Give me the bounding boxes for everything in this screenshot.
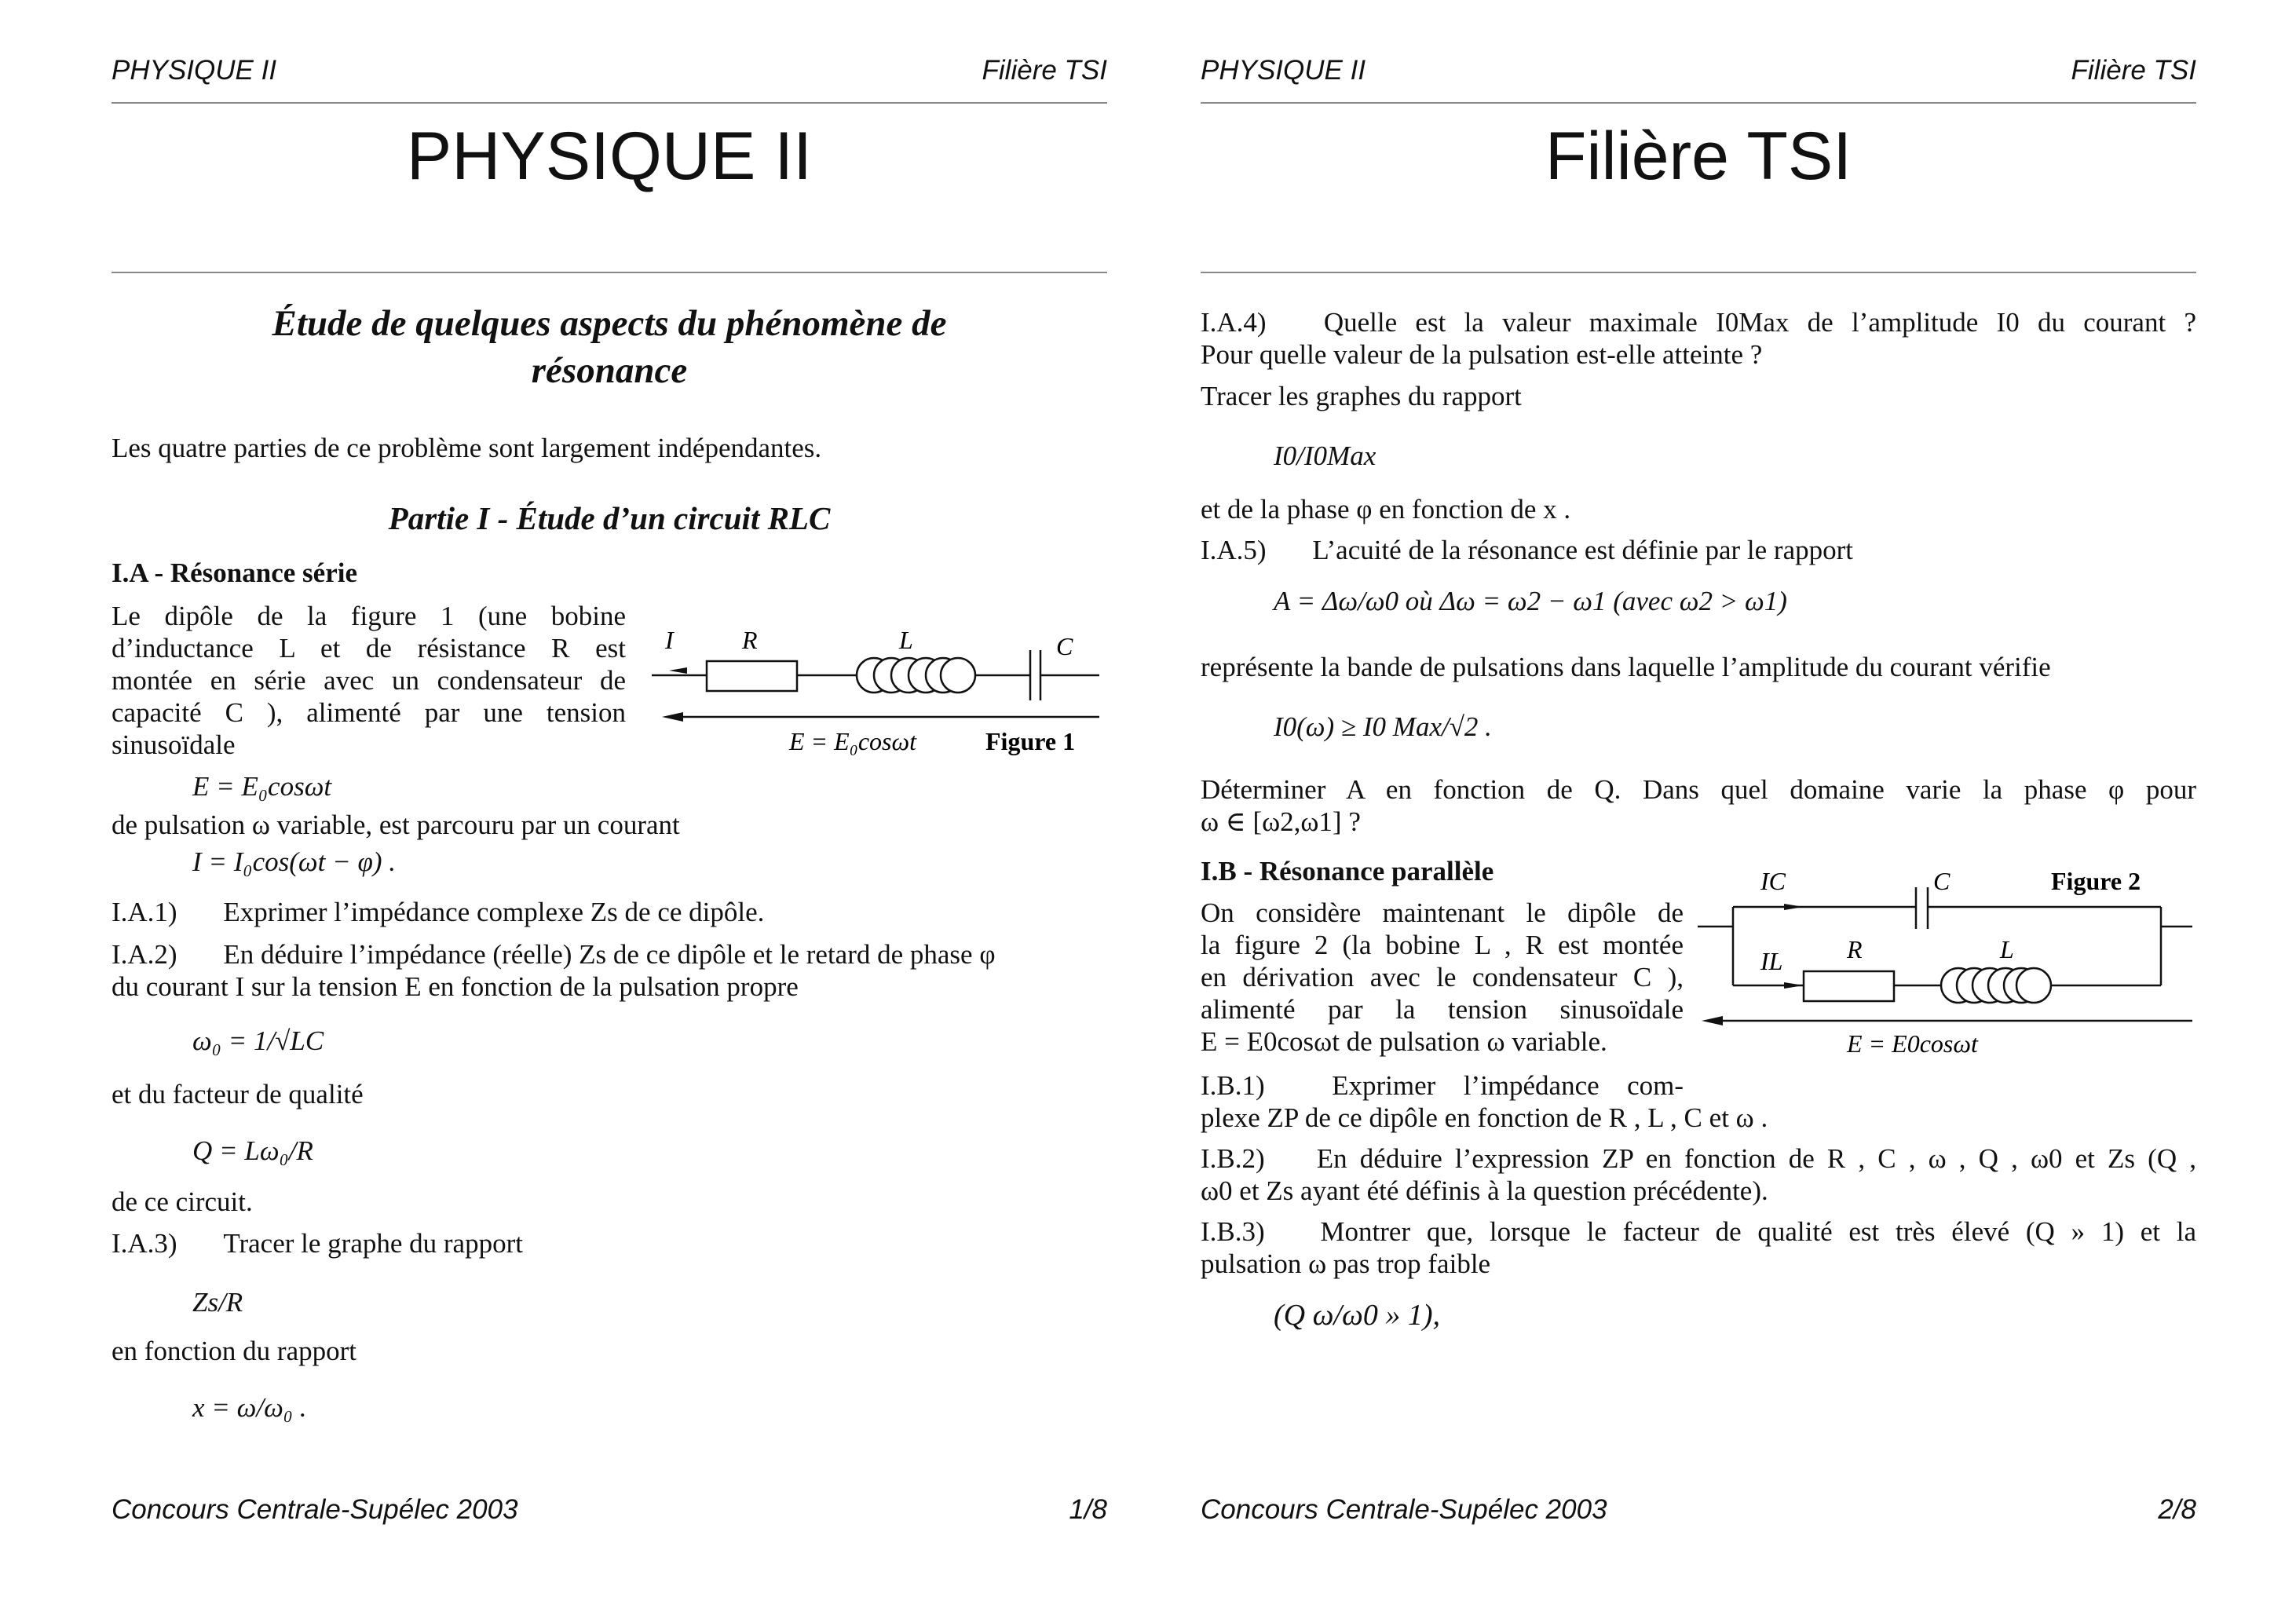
fig1-formula: E = E₀cosωt [789,727,916,755]
fig2-label-L: L [2000,935,2014,963]
figure-2-circuit [1698,860,2192,1064]
problem-title [112,300,1107,394]
question-label: I.A.4) [1201,307,1267,338]
header-right: Filière TSI [982,55,1107,86]
fig1-label-R: R [742,626,758,654]
header-rule [112,102,1107,104]
fig2-label-IC: IC [1760,867,1786,895]
title-rule [1201,272,2196,273]
fig2-il-arrow [1784,982,1804,989]
para-line: sinusoïdale [112,729,236,760]
fig1-current-arrow [669,667,687,674]
determiner-line-1: Déterminer A en fonction de Q. Dans quel domaine varie la phase φ pour [1201,774,2196,805]
para-line: montée en série avec un condensateur de [112,665,626,696]
fig1-coil [857,658,975,693]
fig2-voltage-arrow [1702,1016,1723,1025]
question-IB1-line-2: plexe ZP de ce dipôle en fonction de R , L , C et ω . [1201,1102,1768,1133]
header-left: PHYSIQUE II [112,55,277,86]
determiner-paragraph [1201,773,2196,838]
equation-omega0: ω₀ = 1/√LC [192,1025,324,1056]
problem-title-line-1: Étude de quelques aspects du phénomène de [272,303,947,344]
fig1-caption: Figure 1 [985,727,1076,755]
question-text: Tracer le graphe du rapport [223,1228,523,1259]
fig2-label-C: C [1933,867,1951,895]
footer-left: Concours Centrale-Supélec 2003 [1201,1494,1607,1525]
question-label: I.A.3) [112,1228,177,1259]
question-text-2: Pour quelle valeur de la pulsation est-elle atteinte ? [1201,339,1763,370]
represente-line: représente la bande de pulsations dans laquelle l’amplitude du courant vérifie [1201,652,2051,682]
figure-1-circuit [648,620,1103,762]
fig1-label-L: L [899,626,913,654]
question-text: En déduire l’impédance (réelle) Zs de ce dipôle et le retard de phase φ [223,939,996,970]
question-label: I.B.1) [1201,1070,1265,1101]
footer-right: 2/8 [2158,1494,2196,1525]
intro-text: Les quatre parties de ce problème sont largement indépendantes. [112,433,822,463]
fig1-voltage-arrow [662,712,683,722]
equation-x: x = ω/ω₀ . [192,1392,307,1423]
question-label: I.A.2) [112,939,177,970]
question-IA1 [112,896,764,928]
para-line: E = E0cosωt de pulsation ω variable. [1201,1026,1607,1057]
para-line: capacité C ), alimenté par une tension [112,697,626,728]
question-text-2: pulsation ω pas trop faible [1201,1248,1491,1279]
fig2-formula: E = E0cosωt [1847,1029,1978,1058]
question-label: I.A.1) [112,897,177,927]
question-IB2 [1201,1142,2196,1207]
question-IA3 [112,1227,523,1259]
question-label: I.A.5) [1201,535,1267,565]
title-rule [112,272,1107,273]
ratio-Zs-R: Zs/R [192,1287,243,1318]
parallel-paragraph [1201,897,1684,1058]
para-line: d’inductance L et de résistance R est [112,633,626,663]
para-line: Le dipôle de la figure 1 (une bobine [112,601,626,631]
para-line: la figure 2 (la bobine L , R est montée [1201,930,1684,960]
fig1-resistor [707,661,797,691]
question-text: Exprimer l’impédance complexe Zs de ce dipôle. [223,897,765,927]
equation-A: A = Δω/ω0 où Δω = ω2 − ω1 (avec ω2 > ω1) [1274,586,1787,616]
question-text: Quelle est la valeur maximale I0Max de l’amplitude I0 du courant ? [1323,307,2196,338]
question-text: Exprimer l’impédance com- [1332,1070,1684,1101]
equation-condition: (Q ω/ω0 » 1), [1274,1299,1440,1332]
question-text-2: ω0 et Zs ayant été définis à la question précédente). [1201,1175,1768,1206]
footer-left: Concours Centrale-Supélec 2003 [112,1494,518,1525]
facteur-line: et du facteur de qualité [112,1079,364,1109]
header-left: PHYSIQUE II [1201,55,1366,86]
para-line: On considère maintenant le dipôle de [1201,897,1684,928]
equation-E: E = E₀cosωt [192,771,332,802]
header-right: Filière TSI [2071,55,2196,86]
equation-Q: Q = Lω₀/R [192,1135,313,1166]
question-IA5 [1201,534,1853,566]
page-title: Filière TSI [1545,119,1852,194]
part-title: Partie I - Étude d’un circuit RLC [388,500,831,536]
question-label: I.B.3) [1201,1216,1265,1247]
intro-paragraph [112,600,626,761]
tracer-line: Tracer les graphes du rapport [1201,381,1522,411]
fig2-ic-arrow [1784,904,1804,910]
question-text: En déduire l’expression ZP en fonction de R , C , ω , Q , ω0 et Zs (Q , [1316,1143,2196,1174]
question-IA2 [112,938,1107,1003]
fig2-resistor [1804,971,1894,1001]
page-title: PHYSIQUE II [406,119,813,194]
equation-I0: I0(ω) ≥ I0 Max/√2 . [1274,711,1492,742]
phase-line: et de la phase φ en fonction de x . [1201,494,1571,525]
fig2-caption: Figure 2 [2051,867,2141,895]
footer-right: 1/8 [1069,1494,1107,1525]
question-IA4 [1201,306,2196,371]
equation-I: I = I₀cos(ωt − φ) . [192,846,396,877]
question-text-2: du courant I sur la tension E en fonction de la pulsation propre [112,971,799,1002]
fig1-label-C: C [1056,632,1073,660]
question-text: L’acuité de la résonance est définie par le rapport [1312,535,1853,565]
question-label: I.B.2) [1201,1143,1265,1174]
fig2-label-IL: IL [1760,947,1783,975]
pulsation-line: de pulsation ω variable, est parcouru par un courant [112,810,680,840]
question-IB1 [1201,1069,1684,1102]
fig2-label-R: R [1847,935,1863,963]
question-text: Montrer que, lorsque le facteur de qualité est très élevé (Q » 1) et la [1320,1216,2197,1247]
question-IB3 [1201,1215,2196,1280]
determiner-line-2: ω ∈ [ω2,ω1] ? [1201,806,1361,837]
header-rule [1201,102,2196,104]
section-title: I.B - Résonance parallèle [1201,856,1494,886]
para-line: en dérivation avec le condensateur C ), [1201,962,1684,992]
fig2-coil [1941,968,2051,1003]
page-2 [1148,0,2296,1623]
para-line: alimenté par la tension sinusoïdale [1201,994,1684,1025]
section-title: I.A - Résonance série [112,557,358,588]
circuit-line: de ce circuit. [112,1186,253,1217]
fig1-label-I: I [665,626,674,654]
problem-title-line-2: résonance [531,350,688,391]
ratio-I0: I0/I0Max [1274,440,1377,471]
fonction-line: en fonction du rapport [112,1336,356,1366]
